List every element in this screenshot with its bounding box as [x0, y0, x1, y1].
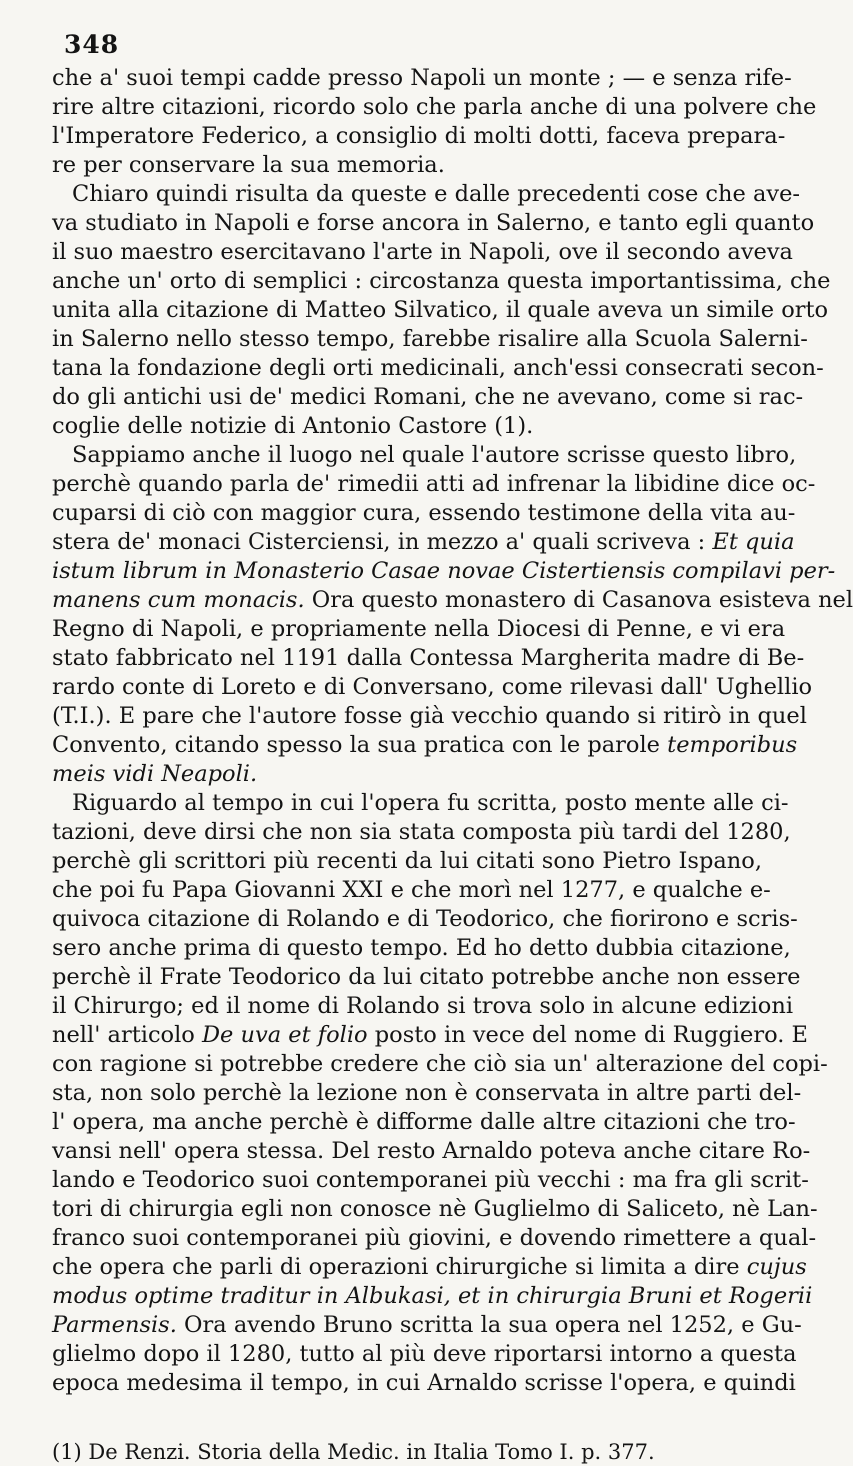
line-text: Regno di Napoli, e propriamente nella Diocesi di Penne, e vi era: [52, 616, 786, 642]
line-text: rardo conte di Loreto e di Conversano, come rilevasi dall' Ughellio: [52, 674, 813, 700]
line-text: anche un' orto di semplici : circostanza questa importantissima, che: [52, 268, 831, 294]
italic-text: manens cum monacis.: [52, 587, 305, 613]
text-line: [52, 180, 801, 209]
italic-text: istum librum in Monasterio Casae novae Cistertiensis compilavi per-: [52, 558, 836, 584]
line-text: Ora questo monastero di Casanova esisteva nel: [311, 587, 853, 613]
text-line: [52, 412, 762, 441]
line-text: va studiato in Napoli e forse ancora in Salerno, e tanto egli quanto: [52, 210, 815, 236]
italic-text: Parmensis.: [52, 1312, 177, 1338]
text-line: [52, 1253, 807, 1282]
line-text: l'Imperatore Federico, a consiglio di molti dotti, faceva prepara-: [52, 123, 786, 149]
italic-text: meis vidi Neapoli.: [52, 761, 258, 787]
text-line: [52, 296, 829, 325]
line-text: Riguardo al tempo in cui l'opera fu scritta, posto mente alle ci-: [72, 790, 789, 816]
text-line: [52, 1079, 802, 1108]
text-line: [52, 557, 836, 586]
line-text: che poi fu Papa Giovanni XXI e che morì nel 1277, e qualche e-: [52, 877, 771, 903]
line-text: franco suoi contemporanei più giovini, e dovendo rimettere a qual-: [52, 1225, 817, 1251]
line-text: Sappiamo anche il luogo nel quale l'autore scrisse questo libro,: [72, 442, 797, 468]
text-line: [52, 383, 804, 412]
line-text: con ragione si potrebbe credere che ciò sia un' alterazione del copi-: [52, 1051, 828, 1077]
text-line: [52, 789, 789, 818]
line-text: posto in vece del nome di Ruggiero. E: [374, 1022, 808, 1048]
line-text: sero anche prima di questo tempo. Ed ho detto dubbia citazione,: [52, 935, 791, 961]
text-line: [52, 673, 813, 702]
text-line: [52, 1282, 813, 1311]
line-text: che opera che parli di operazioni chirurgiche si limita a dire: [52, 1254, 740, 1280]
line-text: il Chirurgo; ed il nome di Rolando si trova solo in alcune edizioni: [52, 993, 794, 1019]
text-line: [52, 1311, 802, 1340]
text-line: [52, 963, 801, 992]
page-number: 348: [64, 30, 120, 59]
line-text: lando e Teodorico suoi contemporanei più vecchi : ma fra gli scrit-: [52, 1167, 809, 1193]
text-line: [52, 905, 798, 934]
body-text: [52, 64, 853, 1398]
line-text: perchè gli scrittori più recenti da lui citati sono Pietro Ispano,: [52, 848, 762, 874]
line-text: tazioni, deve dirsi che non sia stata composta più tardi del 1280,: [52, 819, 791, 845]
line-text: glielmo dopo il 1280, tutto al più deve riportarsi intorno a questa: [52, 1341, 797, 1367]
line-text: re per conservare la sua memoria.: [52, 152, 445, 178]
line-text: tana la fondazione degli orti medicinali, anch'essi consecrati secon-: [52, 355, 824, 381]
line-text: il suo maestro esercitavano l'arte in Napoli, ove il secondo aveva: [52, 239, 793, 265]
line-text: Chiaro quindi risulta da queste e dalle precedenti cose che ave-: [72, 181, 801, 207]
text-line: [52, 325, 808, 354]
line-text: Convento, citando spesso la sua pratica con le parole: [52, 732, 660, 758]
text-line: [52, 644, 805, 673]
text-line: [52, 731, 798, 760]
line-text: in Salerno nello stesso tempo, farebbe risalire alla Scuola Salerni-: [52, 326, 808, 352]
text-line: [52, 1224, 817, 1253]
line-text: do gli antichi usi de' medici Romani, che ne avevano, come si rac-: [52, 384, 804, 410]
text-line: [52, 818, 791, 847]
line-text: coglie delle notizie di Antonio Castore (1).: [52, 413, 534, 439]
italic-text: temporibus: [667, 732, 798, 758]
line-text: Ora avendo Bruno scritta la sua opera nel 1252, e Gu-: [184, 1312, 802, 1338]
text-line: [52, 238, 793, 267]
text-line: [52, 528, 795, 557]
line-text: l' opera, ma anche perchè è difforme dalle altre citazioni che tro-: [52, 1109, 796, 1135]
text-line: [52, 354, 824, 383]
line-text: nell' articolo: [52, 1022, 195, 1048]
text-line: [52, 441, 797, 470]
text-line: [52, 876, 771, 905]
text-line: [52, 1369, 796, 1398]
text-line: [52, 499, 796, 528]
text-line: [52, 1166, 809, 1195]
line-text: perchè quando parla de' rimedii atti ad infrenar la libidine dice oc-: [52, 471, 816, 497]
line-text: sta, non solo perchè la lezione non è conservata in altre parti del-: [52, 1080, 802, 1106]
text-line: [52, 151, 762, 180]
line-text: vansi nell' opera stessa. Del resto Arnaldo poteva anche citare Ro-: [52, 1138, 811, 1164]
line-text: che a' suoi tempi cadde presso Napoli un monte ; — e senza rife-: [52, 65, 792, 91]
line-text: tori di chirurgia egli non conosce nè Guglielmo di Saliceto, nè Lan-: [52, 1196, 818, 1222]
line-text: (T.I.). E pare che l'autore fosse già vecchio quando si ritirò in quel: [52, 703, 807, 729]
text-line: [52, 992, 794, 1021]
italic-text: De uva et folio: [202, 1022, 368, 1048]
text-line: [52, 122, 786, 151]
text-line: [52, 93, 817, 122]
text-line: [52, 1340, 797, 1369]
line-text: stato fabbricato nel 1191 dalla Contessa Margherita madre di Be-: [52, 645, 805, 671]
text-line: [52, 586, 853, 615]
text-line: [52, 760, 762, 789]
line-text: perchè il Frate Teodorico da lui citato potrebbe anche non essere: [52, 964, 801, 990]
text-line: [52, 209, 815, 238]
footnote: (1) De Renzi. Storia della Medic. in Italia Tomo I. p. 377.: [52, 1440, 655, 1464]
line-text: cuparsi di ciò con maggior cura, essendo testimone della vita au-: [52, 500, 796, 526]
text-line: [52, 702, 807, 731]
line-text: unita alla citazione di Matteo Silvatico, il quale aveva un simile orto: [52, 297, 829, 323]
text-line: [52, 847, 762, 876]
line-text: stera de' monaci Cisterciensi, in mezzo a' quali scriveva :: [52, 529, 706, 555]
italic-text: Et quia: [712, 529, 795, 555]
text-line: [52, 615, 786, 644]
text-line: [52, 934, 791, 963]
text-line: [52, 1021, 808, 1050]
italic-text: modus optime traditur in Albukasi, et in chirurgia Bruni et Rogerii: [52, 1283, 813, 1309]
line-text: quivoca citazione di Rolando e di Teodorico, che fiorirono e scris-: [52, 906, 798, 932]
text-line: [52, 267, 831, 296]
text-line: [52, 1195, 818, 1224]
text-line: [52, 470, 816, 499]
italic-text: cujus: [746, 1254, 807, 1280]
text-line: [52, 64, 792, 93]
text-line: [52, 1108, 796, 1137]
line-text: epoca medesima il tempo, in cui Arnaldo scrisse l'opera, e quindi: [52, 1370, 796, 1396]
line-text: rire altre citazioni, ricordo solo che parla anche di una polvere che: [52, 94, 817, 120]
text-line: [52, 1137, 811, 1166]
text-line: [52, 1050, 828, 1079]
